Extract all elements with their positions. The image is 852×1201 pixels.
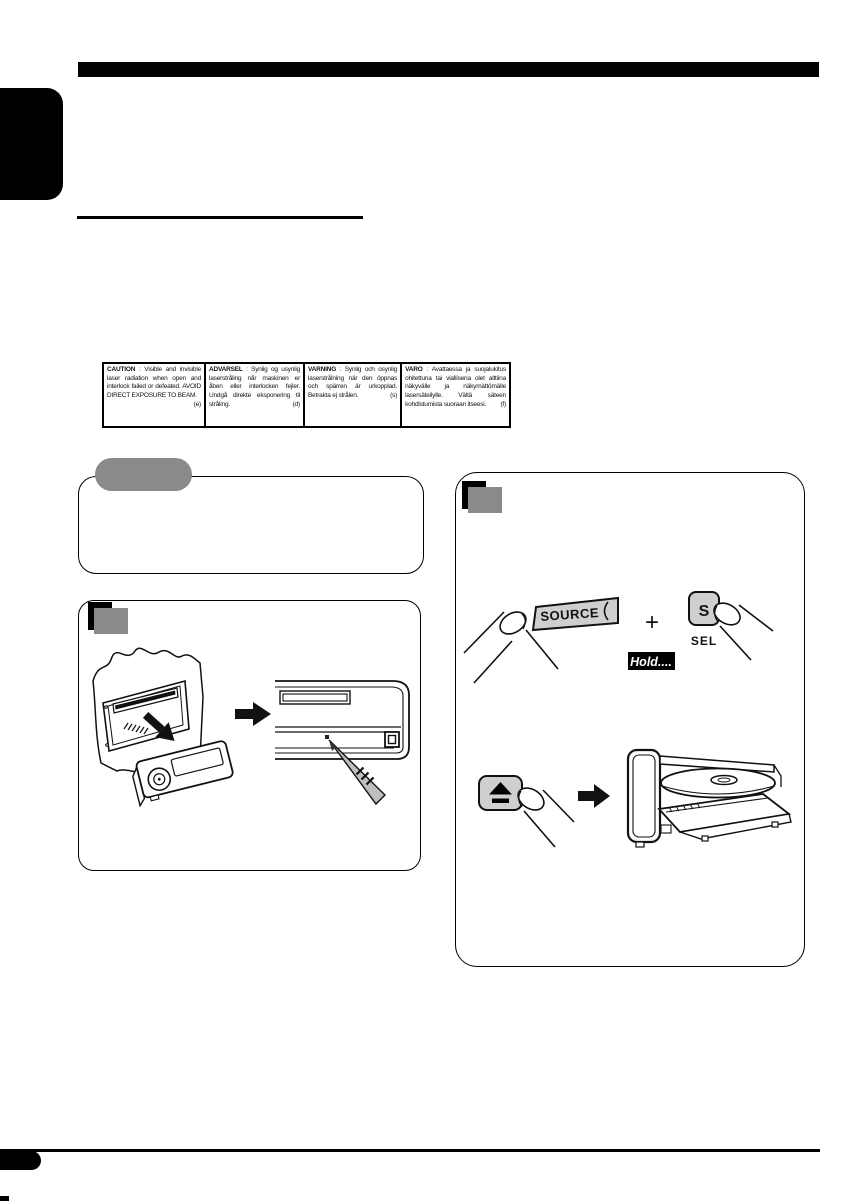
caution-cell-finnish	[402, 364, 509, 426]
sel-button-letter: S	[698, 603, 710, 620]
caution-heading: VARNING	[308, 366, 337, 373]
caution-code: (e)	[193, 400, 201, 408]
caution-cell-english	[104, 364, 206, 426]
page-number-tab	[0, 1151, 41, 1170]
arrow-right-icon	[578, 784, 610, 808]
eject-button	[479, 776, 522, 810]
caution-body: : Visible and invisible laser radiation when open and interlock failed or defeated. AVOID DIRECT EXPOSURE TO BEAM.	[107, 366, 201, 400]
caution-heading: CAUTION	[107, 366, 136, 373]
source-button-label: SOURCE	[539, 604, 600, 625]
chapter-side-tab	[0, 88, 63, 200]
caution-code: (d)	[292, 400, 301, 408]
source-button	[533, 598, 618, 630]
caution-body: : Synlig och osynlig laserstrålning när den öppnas och spärren är urkopplad. Betrakta ej strålen.	[308, 366, 398, 400]
tip-badge-pill	[95, 458, 192, 491]
caution-code: (f)	[500, 400, 506, 408]
hold-badge-label: Hold....	[630, 655, 672, 669]
plus-sign: +	[644, 609, 660, 636]
caution-code: (s)	[390, 392, 398, 400]
arrow-right-icon	[235, 702, 271, 726]
sel-button-label: SEL	[690, 634, 718, 648]
laser-caution-label	[102, 362, 511, 428]
caution-body: : Avattaessa ja suojalukitus ohitettuna tai viallisena olet alttiina näkyvälle ja näkymättömälle lasersäteilylle. Vältä säteen kohdistumista suoraan itseesi.	[405, 366, 506, 408]
step-marker-gray-square	[468, 487, 502, 513]
caution-heading: ADVARSEL	[209, 366, 243, 373]
hold-badge	[628, 652, 675, 670]
eject-illustration	[456, 473, 804, 966]
caution-body: : Synlig og usynlig laserstråling når maskinen er åben eller interlocken fejler. Undgå direkte eksponering til stråling.	[209, 366, 301, 408]
caution-cell-danish	[206, 364, 305, 426]
step-marker-icon	[462, 481, 504, 515]
pointing-finger-icon	[710, 599, 773, 660]
footer-rule	[0, 1149, 820, 1152]
section-title-rule	[77, 216, 363, 219]
eject-instruction-box	[455, 472, 805, 967]
top-rule	[78, 62, 819, 77]
caution-heading: VARO	[405, 366, 423, 373]
reset-illustration	[79, 601, 420, 870]
step-marker-gray-square	[94, 608, 128, 634]
page-corner-mark	[0, 1196, 9, 1201]
step-marker-icon	[88, 602, 130, 636]
reset-instruction-box	[78, 600, 421, 871]
cd-player-illustration	[628, 750, 791, 847]
caution-cell-swedish	[305, 364, 402, 426]
pointing-finger-icon	[514, 784, 574, 847]
unit-without-panel	[275, 681, 409, 759]
